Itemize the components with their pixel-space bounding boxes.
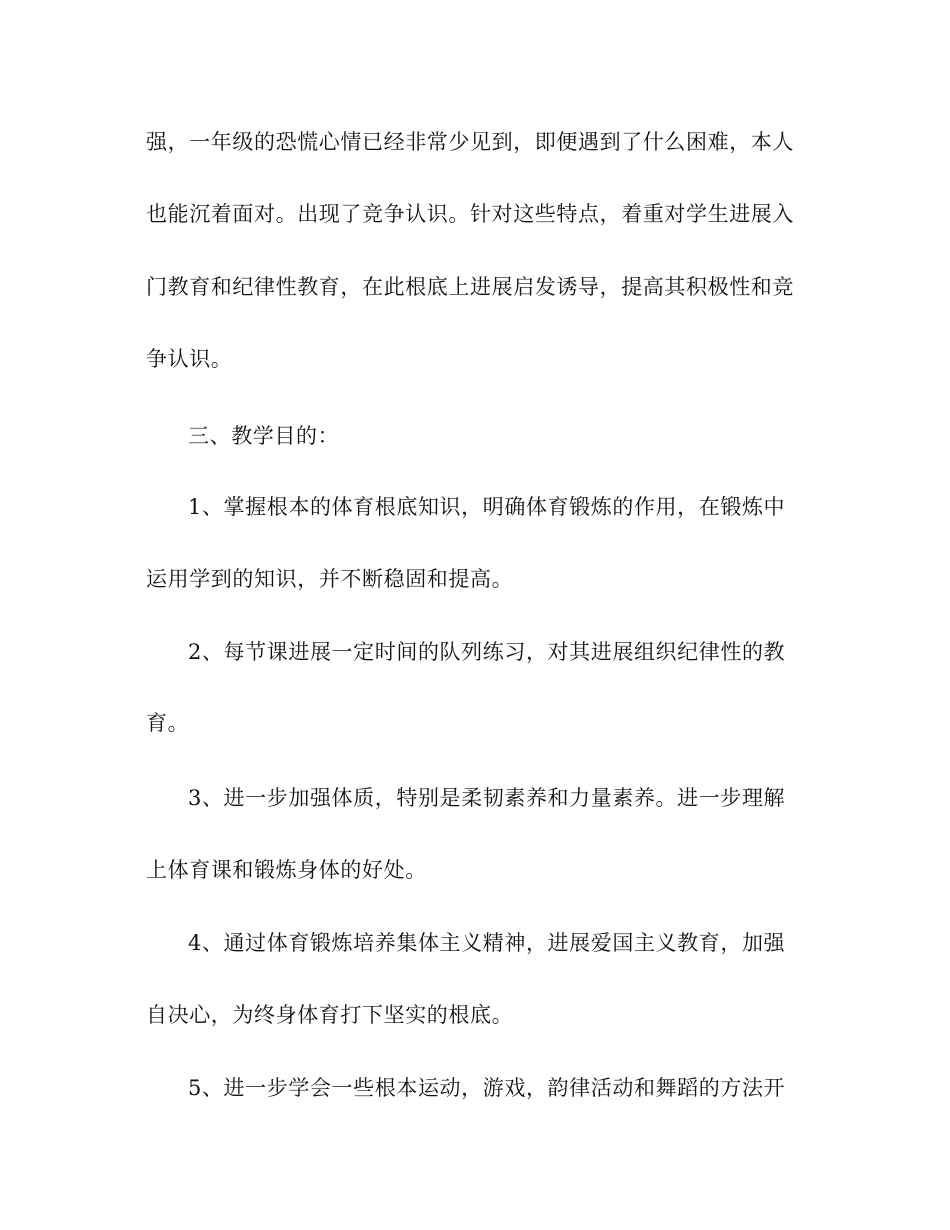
- list-item-line: 自决心，为终身体育打下坚实的根底。: [146, 1003, 514, 1027]
- list-item-line: 运用学到的知识，并不断稳固和提高。: [146, 567, 514, 591]
- section-heading: 三、教学目的：: [188, 424, 340, 448]
- list-item-line: 5、进一步学会一些根本运动，游戏，韵律活动和舞蹈的方法开: [188, 1076, 786, 1100]
- paragraph-line: 强，一年级的恐慌心情已经非常少见到，即便遇到了什么困难，本人: [146, 130, 794, 154]
- list-item-line: 1、掌握根本的体育根底知识，明确体育锻炼的作用，在锻炼中: [188, 495, 786, 519]
- list-item-line: 上体育课和锻炼身体的好处。: [146, 858, 427, 882]
- list-item-line: 育。: [146, 711, 190, 735]
- paragraph-line: 门教育和纪律性教育，在此根底上进展启发诱导，提高其积极性和竞: [146, 275, 794, 299]
- list-item-line: 4、通过体育锻炼培养集体主义精神，进展爱国主义教育，加强: [188, 931, 786, 955]
- list-item-line: 3、进一步加强体质，特别是柔韧素养和力量素养。进一步理解: [188, 786, 786, 810]
- paragraph-line: 争认识。: [146, 347, 233, 371]
- list-item-line: 2、每节课进展一定时间的队列练习，对其进展组织纪律性的教: [188, 640, 786, 664]
- paragraph-line: 也能沉着面对。出现了竞争认识。针对这些特点，着重对学生进展入: [146, 202, 794, 226]
